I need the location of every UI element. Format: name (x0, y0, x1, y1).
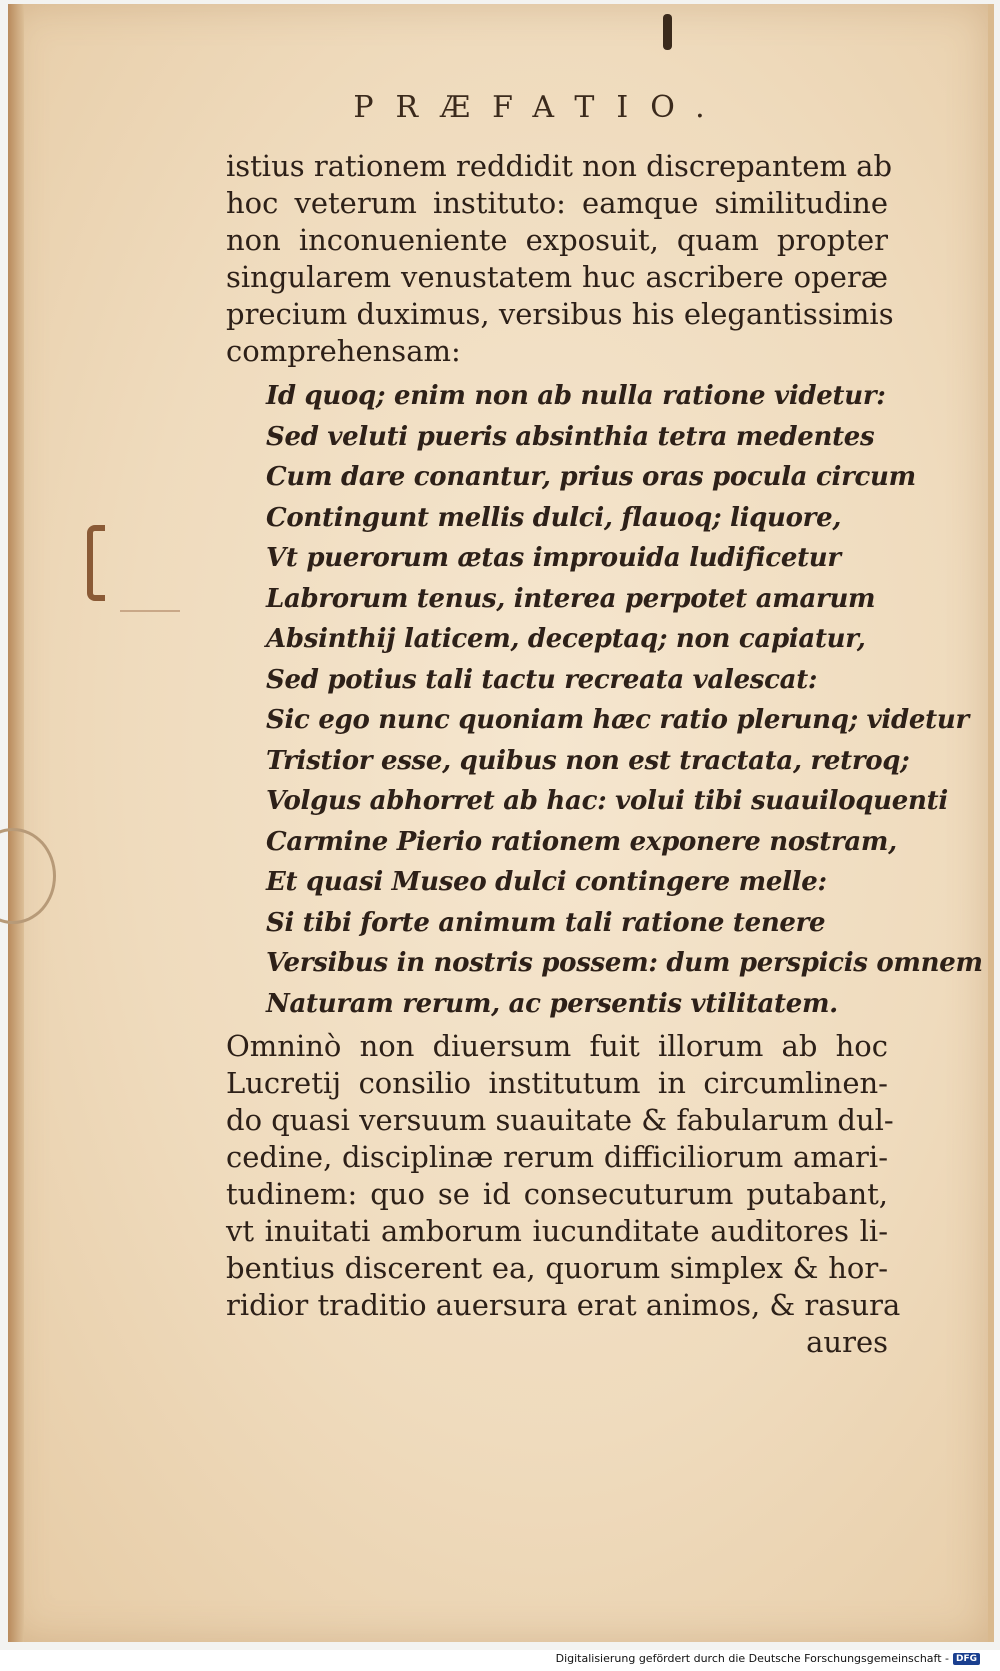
text-line: non inconueniente exposuit, quam propter (226, 223, 888, 257)
verse-line: Contingunt mellis dulci, flauoq; liquore, (266, 502, 842, 533)
verse-line: Tristior esse, quibus non est tractata, retroq; (266, 745, 910, 776)
text-line: precium duximus, versibus his elegantissimis (226, 297, 894, 331)
verse-quotation (266, 376, 983, 1024)
text-block (226, 148, 983, 1361)
page-edge (8, 4, 24, 1642)
digitization-credit (556, 1652, 980, 1665)
text-line: hoc veterum instituto: eamque similitudine (226, 186, 888, 220)
text-line: do quasi versuum suauitate & fabularum dul- (226, 1103, 894, 1137)
verse-line: Sic ego nunc quoniam hæc ratio plerunq; videtur (266, 705, 969, 735)
ink-mark (663, 14, 672, 50)
binding-mark (87, 525, 105, 601)
text-line: cedine, disciplinæ rerum difficiliorum amari- (226, 1140, 888, 1174)
text-line: singularem venustatem huc ascribere operæ (226, 260, 888, 294)
prose-paragraph-1 (226, 148, 894, 370)
verse-line: Si tibi forte animum tali ratione tenere (266, 907, 826, 938)
text-line: istius rationem reddidit non discrepantem ab (226, 149, 893, 183)
verse-line: Labrorum tenus, interea perpotet amarum (266, 583, 876, 614)
verse-line: Sed potius tali tactu recreata valescat: (266, 664, 818, 695)
verse-line: Versibus in nostris possem: dum perspicis omnem (266, 948, 983, 978)
catchword: aures (806, 1325, 888, 1359)
verse-line: Sed veluti pueris absinthia tetra medentes (266, 421, 875, 452)
verse-line: Et quasi Museo dulci contingere melle: (266, 867, 827, 897)
running-head: PRÆFATIO. (353, 90, 727, 125)
verse-line: Carmine Pierio rationem exponere nostram, (266, 826, 897, 857)
dfg-logo-icon: DFG (953, 1653, 980, 1665)
text-line: vt inuitati amborum iucunditate auditores li- (226, 1214, 888, 1248)
verse-line: Volgus abhorret ab hac: volui tibi suauiloquenti (266, 786, 948, 816)
verse-line: Vt puerorum ætas improuida ludificetur (266, 543, 841, 573)
verse-line: Cum dare conantur, prius oras pocula circum (266, 462, 916, 492)
text-line: Omninò non diuersum fuit illorum ab hoc (226, 1029, 888, 1063)
text-line: bentius discerent ea, quorum simplex & hor- (226, 1251, 888, 1285)
verse-line: Absinthij laticem, deceptaq; non capiatur, (266, 624, 866, 654)
verse-line: Naturam rerum, ac persentis vtilitatem. (266, 988, 838, 1019)
credit-text: Digitalisierung gefördert durch die Deutsche Forschungsgemeinschaft - (555, 1652, 949, 1665)
verse-line: Id quoq; enim non ab nulla ratione videtur: (266, 381, 886, 411)
text-line: comprehensam: (226, 334, 461, 368)
text-line: tudinem: quo se id consecuturum putabant, (226, 1177, 888, 1211)
text-line: ridior traditio auersura erat animos, & rasura (226, 1288, 901, 1322)
text-line: Lucretij consilio institutum in circumlinen- (226, 1066, 888, 1100)
paper-mark (120, 610, 180, 612)
prose-paragraph-2 (226, 1028, 901, 1361)
